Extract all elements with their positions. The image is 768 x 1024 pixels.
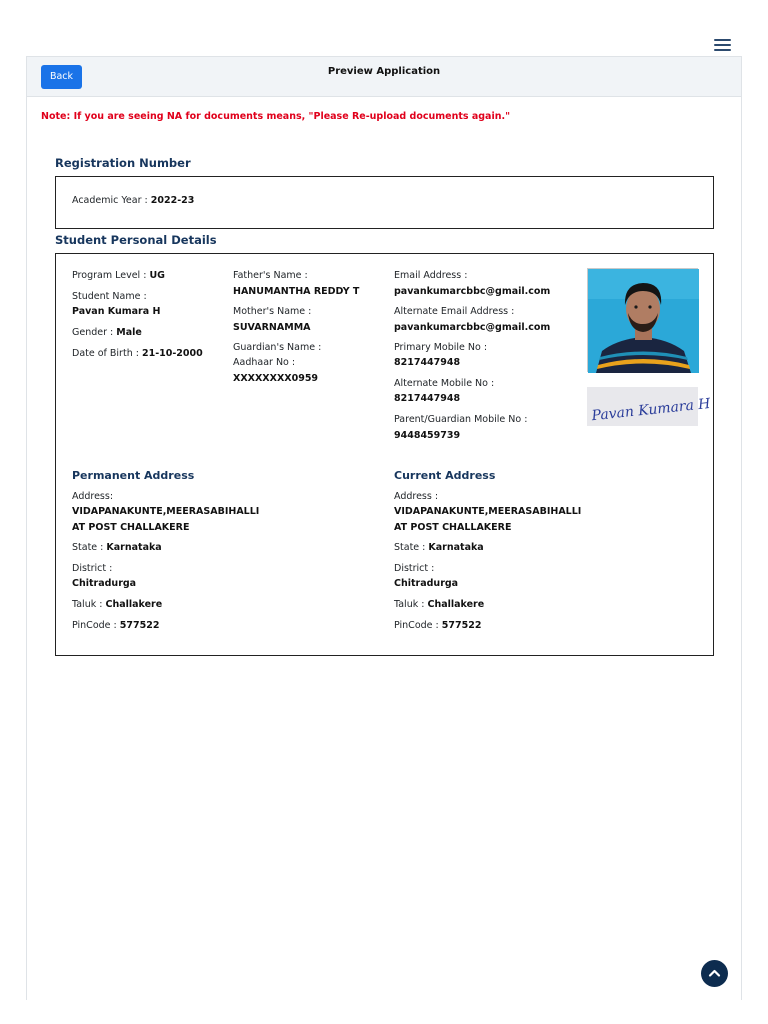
parent-mobile-label: Parent/Guardian Mobile No : [394, 414, 528, 425]
father-name-value: HANUMANTHA REDDY T [233, 286, 360, 297]
aadhaar-label: Aadhaar No : [233, 357, 296, 368]
perm-state-field [72, 541, 162, 554]
hamburger-icon[interactable] [714, 39, 731, 53]
academic-year-value: 2022-23 [150, 195, 195, 206]
perm-state-label: State : [72, 542, 104, 553]
curr-pincode-value: 577522 [441, 620, 482, 631]
mother-name-label: Mother's Name : [233, 306, 312, 317]
curr-address-line2: AT POST CHALLAKERE [394, 522, 512, 533]
father-name-label: Father's Name : [233, 270, 308, 281]
curr-state-value: Karnataka [428, 542, 484, 553]
alt-email-label: Alternate Email Address : [394, 306, 515, 317]
registration-heading: Registration Number [55, 156, 191, 170]
gender-field [72, 326, 142, 339]
dob-label: Date of Birth : [72, 348, 139, 359]
scroll-to-top-button[interactable] [701, 960, 728, 987]
email-label: Email Address : [394, 270, 468, 281]
curr-taluk-field [394, 598, 484, 611]
guardian-name-label: Guardian's Name : [233, 342, 322, 353]
program-level-value: UG [149, 270, 165, 281]
primary-mobile-label: Primary Mobile No : [394, 342, 488, 353]
perm-address-label: Address: [72, 491, 114, 502]
student-signature [587, 387, 712, 426]
academic-year-label: Academic Year : [72, 195, 148, 206]
program-level-field [72, 269, 165, 282]
curr-address-line1: VIDAPANAKUNTE,MEERASABIHALLI [394, 506, 582, 517]
signature-text: Pavan Kumara H [590, 395, 712, 425]
academic-year-field [72, 194, 194, 207]
email-value: pavankumarcbbc@gmail.com [394, 286, 551, 297]
curr-district-value: Chitradurga [394, 578, 459, 589]
page-title: Preview Application [327, 66, 441, 77]
registration-box [55, 176, 714, 229]
permanent-address-heading: Permanent Address [72, 469, 195, 482]
student-photo-image [588, 269, 699, 373]
card-header [27, 57, 741, 97]
back-button[interactable]: Back [41, 65, 82, 89]
reupload-note: Note: If you are seeing NA for documents means, "Please Re-upload documents again." [41, 111, 511, 122]
mother-name-value: SUVARNAMMA [233, 322, 311, 333]
signature-image [587, 387, 712, 426]
perm-taluk-field [72, 598, 162, 611]
student-photo [587, 268, 698, 372]
perm-taluk-label: Taluk : [72, 599, 103, 610]
parent-mobile-value: 9448459739 [394, 430, 461, 441]
curr-taluk-value: Challakere [427, 599, 485, 610]
perm-pincode-value: 577522 [119, 620, 160, 631]
chevron-up-icon [701, 960, 728, 987]
alt-email-value: pavankumarcbbc@gmail.com [394, 322, 551, 333]
perm-pincode-field [72, 619, 159, 632]
curr-district-label: District : [394, 563, 435, 574]
student-name-label: Student Name : [72, 291, 147, 302]
dob-value: 21-10-2000 [141, 348, 203, 359]
curr-pincode-field [394, 619, 481, 632]
perm-district-label: District : [72, 563, 113, 574]
perm-taluk-value: Challakere [105, 599, 163, 610]
primary-mobile-value: 8217447948 [394, 357, 461, 368]
curr-address-label: Address : [394, 491, 439, 502]
current-address-heading: Current Address [394, 469, 496, 482]
alt-mobile-label: Alternate Mobile No : [394, 378, 495, 389]
curr-state-field [394, 541, 484, 554]
curr-state-label: State : [394, 542, 426, 553]
gender-label: Gender : [72, 327, 114, 338]
perm-state-value: Karnataka [106, 542, 162, 553]
perm-pincode-label: PinCode : [72, 620, 117, 631]
dob-field [72, 347, 203, 360]
gender-value: Male [116, 327, 142, 338]
student-name-value: Pavan Kumara H [72, 306, 161, 317]
personal-details-heading: Student Personal Details [55, 233, 217, 247]
program-level-label: Program Level : [72, 270, 147, 281]
preview-card [26, 56, 742, 1000]
curr-taluk-label: Taluk : [394, 599, 425, 610]
perm-address-line2: AT POST CHALLAKERE [72, 522, 190, 533]
aadhaar-value: XXXXXXXX0959 [233, 373, 319, 384]
alt-mobile-value: 8217447948 [394, 393, 461, 404]
perm-district-value: Chitradurga [72, 578, 137, 589]
perm-address-line1: VIDAPANAKUNTE,MEERASABIHALLI [72, 506, 260, 517]
curr-pincode-label: PinCode : [394, 620, 439, 631]
personal-details-box [55, 253, 714, 656]
